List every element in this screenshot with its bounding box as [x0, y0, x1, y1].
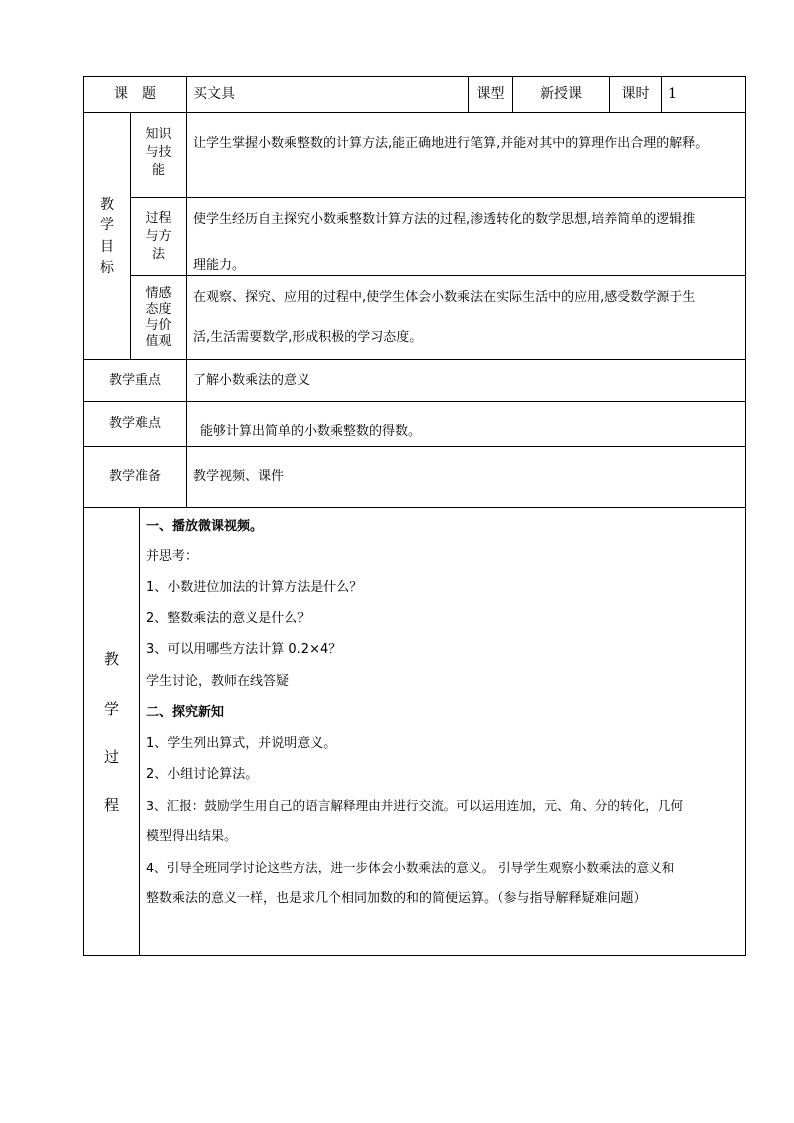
rule-process-col: [139, 507, 140, 956]
rule-obj-1: [130, 197, 746, 198]
hours-value: 1: [668, 86, 677, 102]
process-line: 学生讨论，教师在线答疑: [146, 674, 290, 689]
difficulty-label: 教学难点: [108, 416, 161, 431]
process-section-heading: 一、播放微课视频。: [146, 519, 264, 534]
rule-objectives-bottom: [83, 359, 746, 360]
process-line: 1、小数进位加法的计算方法是什么？: [146, 580, 363, 595]
process-line: 1、学生列出算式，并说明意义。: [146, 736, 337, 751]
hours-label: 课时: [621, 86, 650, 102]
rule-label-col: [186, 76, 187, 508]
preparation-label: 教学准备: [108, 469, 161, 484]
rule-bottom: [83, 955, 746, 956]
preparation-value: 教学视频、课件: [193, 469, 285, 484]
rule-right: [745, 76, 746, 956]
process-line: 2、小组讨论算法。: [146, 767, 259, 782]
rule-prep-bottom: [83, 507, 746, 508]
type-value: 新授课: [540, 86, 582, 102]
topic-label: 课 题: [114, 86, 156, 102]
objective-process-text-2: 理能力。: [193, 258, 246, 273]
rule-top: [83, 76, 746, 77]
rule-h4: [661, 76, 662, 113]
objective-attitude-text-2: 活,生活需要数学,形成积极的学习态度。: [193, 330, 423, 345]
process-line: 并思考：: [146, 549, 199, 564]
process-line: 2、整数乘法的意义是什么？: [146, 611, 311, 626]
process-line: 整数乘法的意义一样，也是求几个相同加数的和的简便运算。（参与指导解释疑难问题）: [146, 891, 647, 906]
key-point-value: 了解小数乘法的意义: [193, 373, 311, 388]
objective-process-text-1: 使学生经历自主探究小数乘整数计算方法的过程,渗透转化的数学思想,培养简单的逻辑推: [193, 212, 696, 227]
rule-obj-2: [130, 275, 746, 276]
process-section-heading: 二、探究新知: [146, 705, 225, 720]
topic-value: 买文具: [193, 86, 235, 102]
process-line: 4、引导全班同学讨论这些方法，进一步体会小数乘法的意义。 引导学生观察小数乘法的意义和: [146, 860, 675, 875]
process-line: 模型得出结果。: [146, 829, 238, 844]
objective-knowledge-text: 让学生掌握小数乘整数的计算方法,能正确地进行笔算,并能对其中的算理作出合理的解释。: [193, 136, 709, 151]
difficulty-value: 能够计算出简单的小数乘整数的得数。: [200, 424, 422, 439]
rule-difficulty-bottom: [83, 446, 746, 447]
process-line: 3、可以用哪些方法计算 0.2×4？: [146, 642, 342, 657]
type-label: 课型: [476, 86, 505, 102]
rule-header-bottom: [83, 112, 746, 113]
rule-keypoint-bottom: [83, 401, 746, 402]
process-line: 3、汇报：鼓励学生用自己的语言解释理由并进行交流。可以运用连加，元、角、分的转化，几何: [146, 798, 683, 813]
key-point-label: 教学重点: [108, 373, 161, 388]
objective-attitude-text-1: 在观察、探究、应用的过程中,使学生体会小数乘法在实际生活中的应用,感受数学源于生: [193, 290, 696, 305]
